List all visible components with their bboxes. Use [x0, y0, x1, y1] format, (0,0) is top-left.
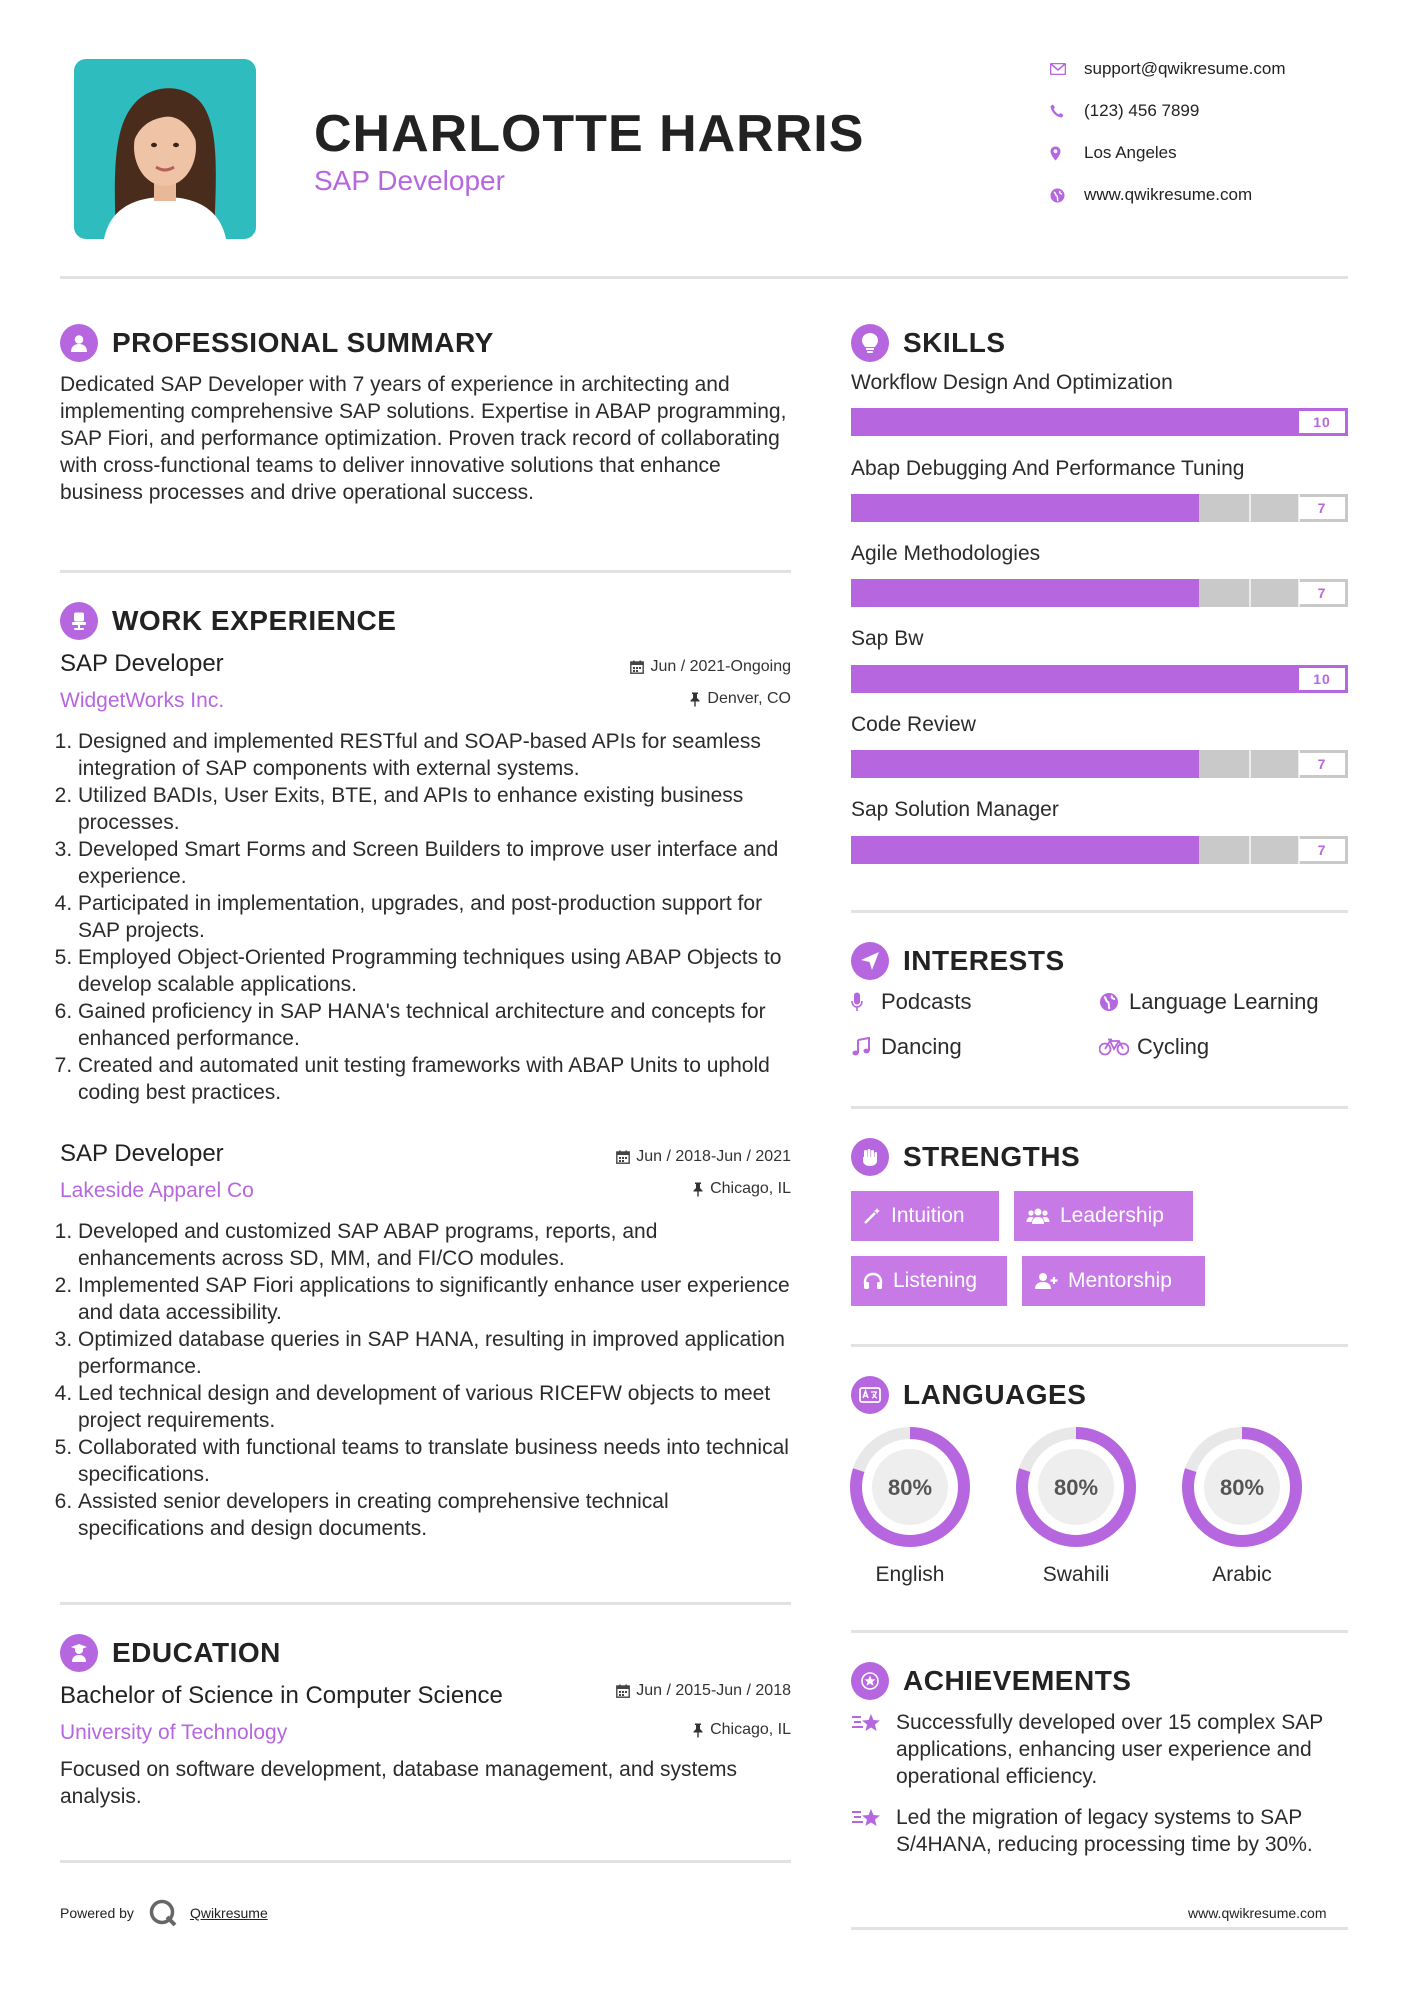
language-name: English: [875, 1563, 945, 1586]
languages-divider: [851, 1630, 1348, 1633]
chair-icon: [60, 602, 98, 640]
language-percent: 80%: [1219, 1475, 1265, 1500]
magic-wand-icon: [863, 1207, 881, 1225]
skill-name: Agile Methodologies: [851, 542, 1041, 565]
education-heading: EDUCATION: [60, 1634, 281, 1672]
education-dates: Jun / 2015-Jun / 2018: [531, 1682, 791, 1700]
calendar-icon: [630, 660, 644, 674]
skill-fill: [851, 836, 1199, 864]
calendar-icon: [616, 1684, 630, 1698]
job-dates: Jun / 2021-Ongoing: [531, 658, 791, 676]
qwikresume-logo-icon: [148, 1898, 178, 1928]
interests-heading: INTERESTS: [851, 942, 1065, 980]
list-item: 6. Assisted senior developers in creating comprehensive technical specifications and design documents.: [78, 1488, 798, 1542]
powered-by-label: Powered by: [60, 1905, 134, 1921]
language-ring: [845, 1422, 975, 1552]
footer-website[interactable]: www.qwikresume.com: [1188, 1905, 1327, 1921]
job-company: WidgetWorks Inc.: [60, 689, 225, 712]
job-location: Chicago, IL: [531, 1180, 791, 1198]
contact-phone[interactable]: [1050, 99, 1199, 123]
lightbulb-icon: [851, 324, 889, 362]
skill-bar: [851, 665, 1348, 693]
languages-heading: LANGUAGES: [851, 1376, 1086, 1414]
interest-item: Podcasts: [851, 989, 972, 1015]
strength-chip: Leadership: [1014, 1191, 1193, 1241]
skills-heading: SKILLS: [851, 324, 1006, 362]
strength-chip: Intuition: [851, 1191, 999, 1241]
job-responsibilities: [58, 1218, 798, 1542]
language-item: [1177, 1422, 1307, 1587]
interest-item: Cycling: [1099, 1034, 1209, 1060]
list-item: 4. Participated in implementation, upgrades, and post-production support for SAP projects.: [78, 890, 798, 944]
profile-photo: [74, 59, 256, 239]
globe-icon: [1099, 992, 1127, 1012]
achievement-item: Led the migration of legacy systems to SAP S/4HANA, reducing processing time by 30%.: [851, 1804, 1351, 1858]
skills-divider: [851, 910, 1348, 913]
pushpin-icon: [692, 1182, 704, 1197]
list-item: 3. Optimized database queries in SAP HANA, resulting in improved application performance.: [78, 1326, 798, 1380]
education-location: Chicago, IL: [531, 1721, 791, 1739]
language-item: [845, 1422, 975, 1587]
achievements-heading: ACHIEVEMENTS: [851, 1662, 1131, 1700]
bicycle-icon: [1099, 1038, 1135, 1056]
language-name: Arabic: [1212, 1563, 1272, 1586]
skill-level: 7: [1299, 497, 1345, 519]
strength-chip: Listening: [851, 1256, 1007, 1306]
experience-heading: WORK EXPERIENCE: [60, 602, 396, 640]
skill-name: Sap Solution Manager: [851, 798, 1059, 821]
interest-item: Dancing: [851, 1034, 962, 1060]
list-item: 5. Collaborated with functional teams to translate business needs into technical specifications.: [78, 1434, 798, 1488]
job-dates: Jun / 2018-Jun / 2021: [531, 1148, 791, 1166]
list-item: 2. Utilized BADIs, User Exits, BTE, and APIs to enhance existing business processes.: [78, 782, 798, 836]
paper-plane-icon: [851, 942, 889, 980]
job-title: SAP Developer: [60, 1140, 224, 1167]
strengths-heading: STRENGTHS: [851, 1138, 1080, 1176]
job-responsibilities: [58, 728, 798, 1106]
summary-heading: PROFESSIONAL SUMMARY: [60, 324, 494, 362]
skill-name: Sap Bw: [851, 627, 924, 650]
contact-location-text: Los Angeles: [1084, 143, 1177, 162]
list-item: 6. Gained proficiency in SAP HANA's technical architecture and concepts for enhanced performance.: [78, 998, 798, 1052]
language-ring: [1177, 1422, 1307, 1552]
contact-website[interactable]: [1050, 183, 1252, 207]
list-item: 5. Employed Object-Oriented Programming techniques using ABAP Objects to develop scalable applications.: [78, 944, 798, 998]
interest-item: Language Learning: [1099, 989, 1319, 1015]
envelope-icon: [1050, 63, 1084, 75]
candidate-name: CHARLOTTE HARRIS: [314, 105, 865, 163]
skill-fill: [851, 579, 1199, 607]
contact-website-text: www.qwikresume.com: [1084, 185, 1253, 204]
list-item: 2. Implemented SAP Fiori applications to significantly enhance user experience and data accessibility.: [78, 1272, 798, 1326]
achievements-divider: [851, 1927, 1348, 1930]
contact-email-text: support@qwikresume.com: [1084, 59, 1286, 78]
language-percent: 80%: [1053, 1475, 1099, 1500]
achievement-item: Successfully developed over 15 complex SAP applications, enhancing user experience and operational efficiency.: [851, 1709, 1351, 1790]
fist-icon: [851, 1138, 889, 1176]
language-name: Swahili: [1042, 1563, 1110, 1586]
strengths-divider: [851, 1344, 1348, 1347]
skill-segment-divider: [1249, 836, 1251, 864]
education-divider: [60, 1860, 791, 1863]
job-location: Denver, CO: [531, 690, 791, 708]
qwikresume-link[interactable]: Qwikresume: [189, 1905, 268, 1921]
skill-segment-divider: [1249, 750, 1251, 778]
interests-divider: [851, 1106, 1348, 1109]
contact-location: [1050, 141, 1177, 165]
list-item: 1. Designed and implemented RESTful and SOAP-based APIs for seamless integration of SAP components with external systems.: [78, 728, 798, 782]
shooting-star-icon: [851, 1709, 896, 1790]
footer-powered-by: [60, 1898, 268, 1928]
skill-segment-divider: [1249, 494, 1251, 522]
skill-fill: [851, 494, 1199, 522]
skill-segment-divider: [1249, 579, 1251, 607]
candidate-role: SAP Developer: [314, 165, 505, 196]
contact-email[interactable]: [1050, 57, 1286, 81]
job-title: SAP Developer: [60, 650, 224, 677]
calendar-icon: [616, 1150, 630, 1164]
users-icon: [1026, 1207, 1050, 1225]
shooting-star-icon: [851, 1804, 896, 1858]
skill-fill: [851, 665, 1348, 693]
headphones-icon: [863, 1272, 883, 1290]
contact-phone-text: (123) 456 7899: [1084, 101, 1200, 120]
skill-name: Workflow Design And Optimization: [851, 371, 1173, 394]
language-card-icon: [851, 1376, 889, 1414]
star-badge-icon: [851, 1662, 889, 1700]
skill-level: 7: [1299, 582, 1345, 604]
summary-divider: [60, 570, 791, 573]
strength-chip: Mentorship: [1022, 1256, 1205, 1306]
list-item: 4. Led technical design and development of various RICEFW objects to meet project requirements.: [78, 1380, 798, 1434]
skill-fill: [851, 750, 1199, 778]
graduation-icon: [60, 1634, 98, 1672]
list-item: 1. Developed and customized SAP ABAP programs, reports, and enhancements across SD, MM, and FI/CO modules.: [78, 1218, 798, 1272]
globe-icon: [1050, 188, 1084, 203]
skill-name: Abap Debugging And Performance Tuning: [851, 457, 1245, 480]
user-icon: [60, 324, 98, 362]
list-item: 7. Created and automated unit testing frameworks with ABAP Units to uphold coding best practices.: [78, 1052, 798, 1106]
education-description: Focused on software development, database management, and systems analysis.: [60, 1758, 738, 1808]
summary-text: Dedicated SAP Developer with 7 years of experience in architecting and implementing comprehensive SAP solutions. Expertise in ABAP programming, SAP Fiori, and performance optimization. Proven track record of collaborating with cross-functional teams to deliver innovative solutions that enhance business processes and drive operational success.: [60, 373, 787, 504]
user-plus-icon: [1034, 1272, 1058, 1290]
microphone-icon: [851, 992, 879, 1012]
skill-level: 10: [1299, 411, 1345, 433]
skill-name: Code Review: [851, 713, 976, 736]
skill-bar: [851, 579, 1348, 607]
job-company: Lakeside Apparel Co: [60, 1179, 254, 1202]
list-item: 3. Developed Smart Forms and Screen Builders to improve user interface and experience.: [78, 836, 798, 890]
skill-fill: [851, 408, 1348, 436]
map-pin-icon: [1050, 146, 1084, 161]
language-item: [1011, 1422, 1141, 1587]
phone-icon: [1050, 104, 1084, 118]
experience-divider: [60, 1602, 791, 1605]
language-percent: 80%: [887, 1475, 933, 1500]
pushpin-icon: [689, 692, 701, 707]
skill-bar: [851, 750, 1348, 778]
skill-bar: [851, 836, 1348, 864]
skill-level: 7: [1299, 839, 1345, 861]
pushpin-icon: [692, 1723, 704, 1738]
language-ring: [1011, 1422, 1141, 1552]
education-degree: Bachelor of Science in Computer Science: [60, 1682, 503, 1709]
header-divider: [60, 276, 1348, 279]
skill-level: 10: [1299, 668, 1345, 690]
skill-bar: [851, 494, 1348, 522]
skill-bar: [851, 408, 1348, 436]
skill-level: 7: [1299, 753, 1345, 775]
music-note-icon: [851, 1037, 879, 1057]
education-school: University of Technology: [60, 1721, 288, 1744]
